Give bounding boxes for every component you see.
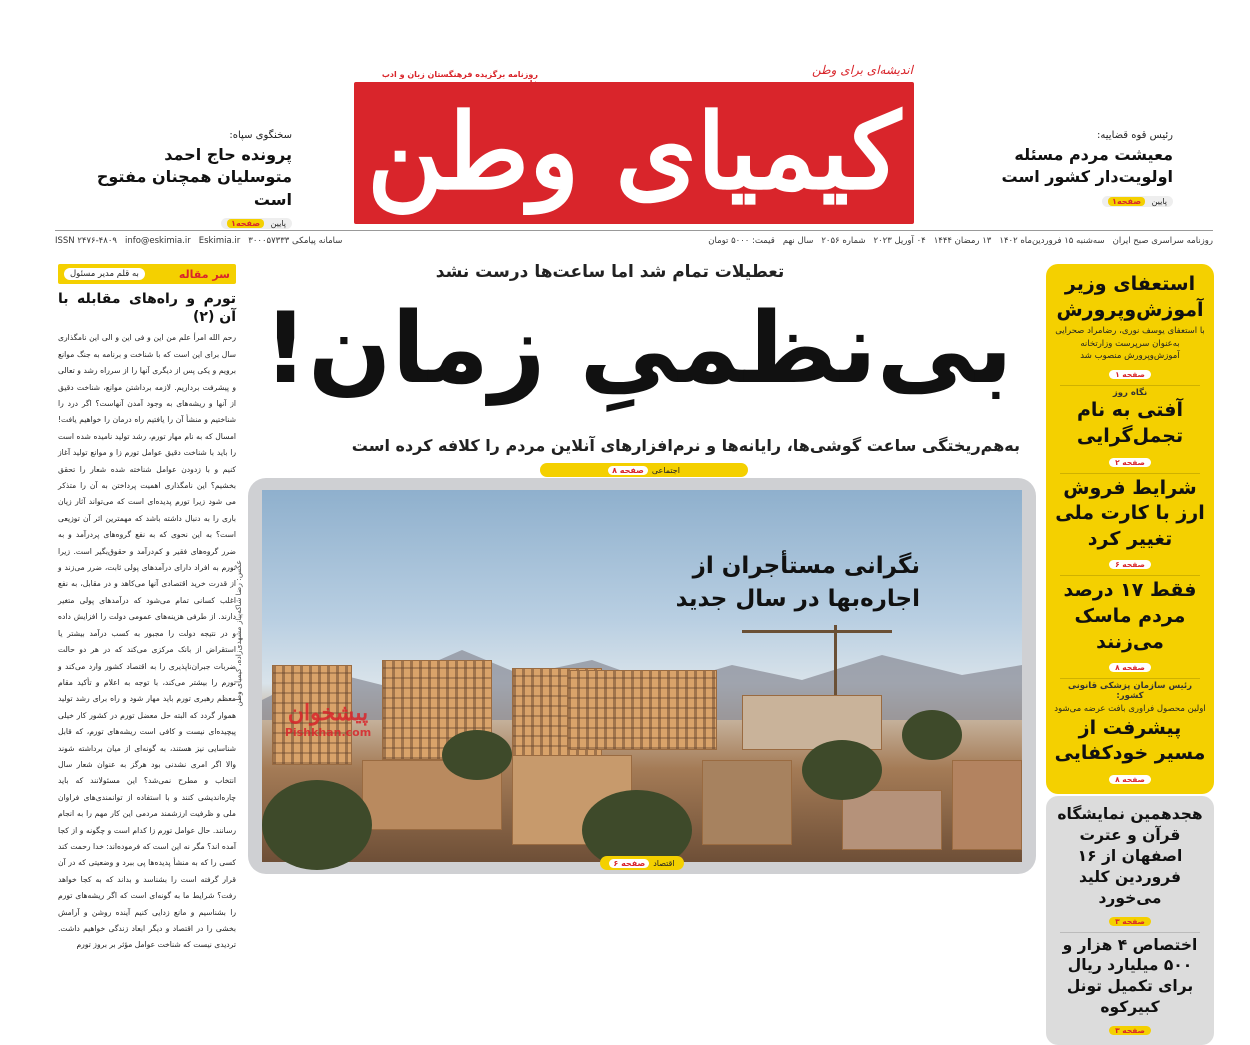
tree [442,730,512,780]
building [742,695,882,750]
teaser-page-tag[interactable] [221,218,292,229]
main-story-headline[interactable]: بی‌نظمیِ زمان! [263,292,1013,406]
divider [1060,385,1200,386]
teaser-headline: معیشت مردم مسئله اولویت‌دار کشور است [1001,145,1173,187]
issn: ISSN ۲۴۷۶-۴۸۰۹ [55,235,117,246]
masthead-tagline: روزنامه برگزیده فرهنگستان زبان و ادب [381,70,538,79]
teaser-kicker: سخنگوی سپاه: [229,130,292,141]
section-label: اقتصاد [653,858,675,868]
header-teaser-left[interactable] [92,130,292,230]
building [842,790,942,850]
watermark [268,700,388,739]
news-page-tag[interactable]: صفحه ۸ [1109,775,1151,784]
news-page-tag[interactable]: صفحه ۱ [1109,370,1151,379]
divider [1060,473,1200,474]
teaser-tag-label: پایین [270,219,286,229]
masthead-slogan: اندیشه‌ای برای وطن [812,63,913,77]
issue-details [708,236,1213,246]
news-headline: اختصاص ۴ هزار و ۵۰۰ میلیارد ریال برای تکمیل تونل کبیرکوه [1062,935,1198,1017]
masthead-logo[interactable] [354,82,914,224]
divider [1060,575,1200,576]
news-headline: استعفای وزیر آموزش‌وپرورش [1056,273,1204,321]
teaser-page: صفحه۱ [1108,197,1145,206]
tree [802,740,882,800]
contact-details [55,236,342,246]
editorial-title[interactable]: تورم و راه‌های مقابله با آن (۲) [58,291,236,326]
news-item[interactable] [1054,578,1206,676]
news-page-tag[interactable]: صفحه ۸ [1109,663,1151,672]
news-item[interactable] [1054,935,1206,1040]
date-gregorian: ۰۴ آوریل ۲۰۲۳ [873,235,926,246]
news-page-tag[interactable]: صفحه ۳ [1109,917,1151,926]
news-body: اولین محصول فراوری بافت عرضه می‌شود [1054,704,1206,715]
teaser-tag-label: پایین [1151,196,1167,206]
main-story-overline: تعطیلات تمام شد اما ساعت‌ها درست نشد [435,262,785,282]
news-kicker: نگاه روز [1112,388,1148,399]
photo-credit: عکس: رضا شاکه‌پیاز مشهدی‌زاده، کیمیای وطن [234,560,243,707]
news-body: با استعفای یوسف نوری، رضامراد صحرایی به‌عنوان سرپرست وزارتخانه آموزش‌وپرورش منصوب شد [1055,326,1205,361]
editorial-author: به قلم مدیر مسئول [64,268,145,280]
building [567,670,717,750]
paper-type: روزنامه سراسری صبح ایران [1112,235,1213,246]
watermark-en: Pishkhan.com [284,726,372,739]
city-photo[interactable] [262,490,1022,862]
news-page-tag[interactable]: صفحه ۶ [1109,560,1151,569]
photo-story-headline[interactable]: نگرانی مستأجران از اجاره‌بها در سال جدید [675,553,920,613]
news-item[interactable] [1054,476,1206,574]
teaser-headline: پرونده حاج احمد متوسلیان همچنان مفتوح است [96,145,292,209]
website-link[interactable]: Eskimia.ir [198,235,241,246]
main-story-section-tag[interactable] [540,463,748,477]
news-item[interactable] [1054,388,1206,470]
news-item[interactable] [1054,804,1206,930]
teaser-page: صفحه۱ [227,219,264,228]
issue-info-bar [55,230,1213,250]
news-item[interactable] [1054,681,1206,788]
issue-number: شماره ۲۰۵۶ [821,235,866,246]
tree [902,710,962,760]
news-kicker: رئیس سازمان پزشکی قانونی کشور: [1067,681,1193,702]
news-page-tag[interactable]: صفحه ۲ [1109,458,1151,467]
main-story-subhead: به‌هم‌ریختگی ساعت گوشی‌ها، رایانه‌ها و نرم‌افزارهای آنلاین مردم را کلافه کرده است [351,436,1020,455]
gray-news-block [1046,796,1214,1045]
section-label: اجتماعی [651,465,680,475]
news-headline: فقط ۱۷ درصد مردم ماسک می‌زنند [1063,579,1197,653]
email-link[interactable]: info@eskimia.ir [124,235,191,246]
news-headline: شرایط فروش ارز با کارت ملی تغییر کرد [1055,476,1205,550]
sms-number: سامانه پیامکی ۳۰۰۰۵۷۳۳۳ [248,235,343,246]
editorial-column[interactable] [58,264,236,950]
building [952,760,1022,850]
news-headline: هجدهمین نمایشگاه قرآن و عترت اصفهان از ۱۶ فروردین کلید می‌خورد [1057,804,1203,907]
news-headline: پیشرفت از مسیر خودکفایی [1054,716,1206,765]
price: قیمت: ۵۰۰۰ تومان [708,235,775,246]
right-news-column [1046,264,1214,1045]
divider [1060,932,1200,933]
news-page-tag[interactable]: صفحه ۳ [1109,1026,1151,1035]
date-hijri: ۱۳ رمضان ۱۴۴۴ [933,235,992,246]
section-page: صفحه ۶ [609,859,649,868]
news-item[interactable] [1054,272,1206,383]
watermark-fa: پیشخوان [287,700,369,726]
volume-year: سال نهم [782,235,814,246]
news-headline: آفتی به نام تجمل‌گرایی [1076,399,1184,447]
masthead-title: کیمیای وطن [367,90,901,213]
date-persian: سه‌شنبه ۱۵ فروردین‌ماه ۱۴۰۲ [999,235,1105,246]
editorial-label: سر مقاله [178,267,230,281]
tree [262,780,372,870]
teaser-page-tag[interactable] [1102,196,1173,207]
header-teaser-right[interactable] [968,130,1173,208]
section-page: صفحه ۸ [608,466,648,475]
editorial-body: رحم الله امرأ علم من این و فی این و الی این نامگذاری سال برای این است که با شناخت و برنامه به جنگ موانع برویم و یکی پس از دیگری آنها را از سرراه رشد و تعالی و پیشرفت برداریم. لازمه برداشتن موانع، شناخت دقیق از آنها و ریشه‌های به وجود آمدن آنهاست؟ اگر درد را شناختیم و منشأ آن را یافتیم راه درمان را خواهیم یافت! امسال که به نام مهار تورم، رشد تولید نامیده شده است را باید با شناخت دقیق عوامل تورم زا و موانع تولید آغاز کنیم و با زدودن عوامل شناخته شده شعار را تحقق بخشیم؟ این نامگذاری اهمیت پرداختن به آن را متذکر می شود زیرا تورم پدیده‌ای است که می‌تواند آثار زیان باری را به دنبال داشته باشد که مهمترین اثر آن توزیعی است؟ به این نحوی که به نفع گروه‌های پردرآمد و به ضرر گروه‌های فقیر و کم‌درآمد و حقوق‌بگیر است. زیرا تورم به افراد دارای درآمدهای پولی ثابت، ضرر می‌زند و از قدرت خرید اقتصادی آنها می‌کاهد و در مقابل، به نفع اغلب کسانی تمام می‌شود که درآمدهای پولی متغیر دارند. از طرفی هزینه‌های عمومی دولت را افزایش داده و در نتیجه دولت را مجبور به کسب درآمد بیشتر یا استقراض از بانک مرکزی می‌کند که در هر دو حالت ضربات جبران‌ناپذیری را به اقتصاد کشور وارد می‌کند و تورم را بیشتر می‌کند، با توجه به اعلام و تأکید مقام معظم رهبری تورم باید مهار شود و راه برای رشد تولید هموار گردد که البته حل معضل تورم در کشور کار خیلی پیچیده‌ای نیست و کافی است ریشه‌های تورم، که قابل شناسایی نیز هستند، به گونه‌ای از میان برداشته شوند والا اگر امری نشدنی بود هرگز به عنوان شعار سال انتخاب و مطرح نمی‌شد؟ این مسئولانند که باید چاره‌اندیشی کنند و با استفاده از توانمندی‌های فراوان ملی و ظرفیت ارزشمند مردمی این کار مهم را به انجام رسانند. حال عوامل تورم زا کدام است و چگونه و از کجا آمده اند؟ مگر نه این است که فرموده‌اند: خدا رحمت کند کسی را که به منشأ پدیده‌ها پی ببرد و وضعیتی که در آن قرار گرفته است را بشناسد و بداند که به کجا خواهد رفت؟ شرایط ما به گونه‌ای است که اگر ریشه‌های تورم را بشناسیم و مانع زدایی کنیم آینده روشن و آرامش بخشی را در اقتصاد و دیگر ابعاد زندگی خواهیم داشت. تردیدی نیست که شناخت عوامل مؤثر بر بروز تورم [58,333,236,950]
yellow-news-block [1046,264,1214,794]
building [702,760,792,845]
photo-story-section-tag[interactable] [600,856,684,870]
divider [1060,678,1200,679]
crane-jib [742,630,892,633]
teaser-kicker: رئیس قوه قضاییه: [1097,130,1173,141]
editorial-label-bar [58,264,236,284]
